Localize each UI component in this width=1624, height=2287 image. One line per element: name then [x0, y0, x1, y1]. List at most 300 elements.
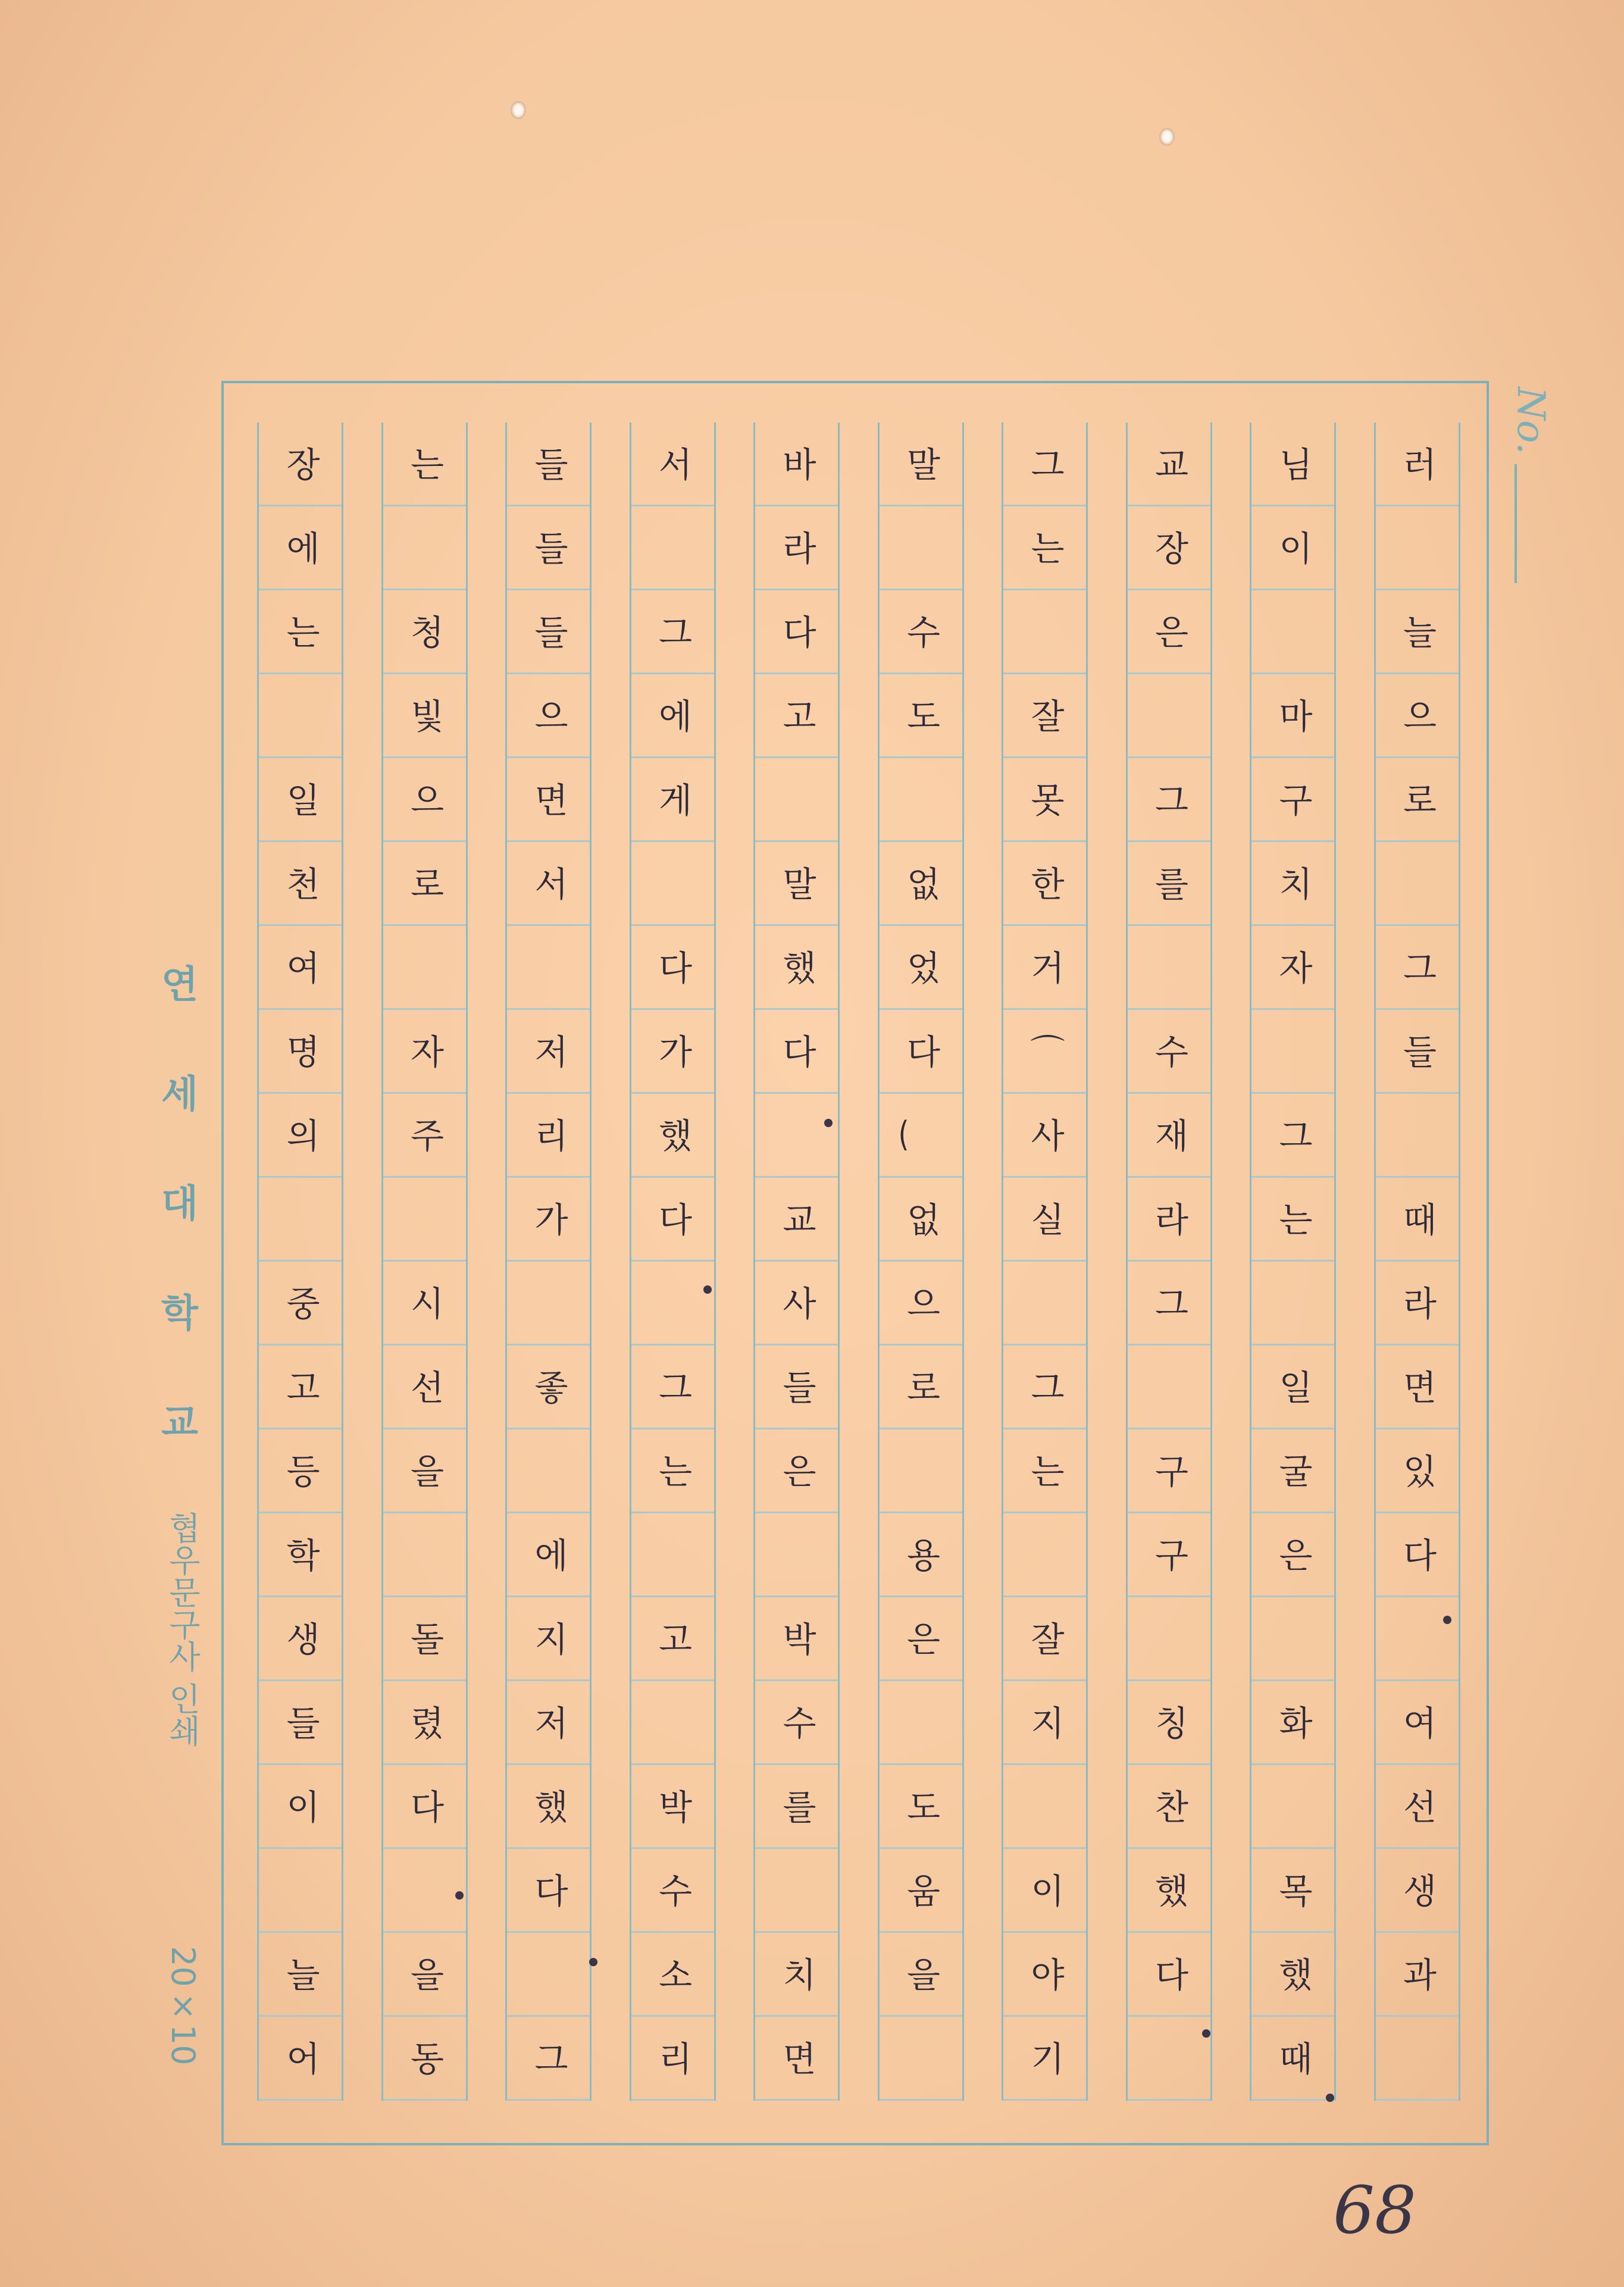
grid-cell [1128, 674, 1210, 758]
grid-cell [755, 2017, 838, 2101]
grid-cell [507, 1513, 590, 1597]
handwritten-character: 수 [1149, 1034, 1189, 1068]
grid-cell [507, 423, 590, 506]
grid-cell [755, 1429, 838, 1513]
handwritten-character: 들 [776, 1369, 817, 1404]
ink-dot [1202, 2029, 1210, 2038]
grid-cell [507, 1262, 590, 1346]
handwritten-character: 으 [528, 698, 569, 733]
grid-cell [507, 1346, 590, 1429]
ink-dot [589, 1958, 597, 1966]
ink-dot [1326, 2094, 1334, 2102]
grid-cell [383, 674, 466, 758]
grid-cell [631, 590, 714, 674]
grid-cell [1128, 1597, 1210, 1681]
handwritten-character: 일 [1272, 1369, 1313, 1404]
handwritten-character: 서 [652, 446, 693, 481]
number-label: No. [1509, 387, 1553, 455]
grid-cell [259, 1513, 342, 1597]
grid-cell [1376, 1262, 1459, 1346]
grid-cell [755, 1681, 838, 1765]
grid-cell [1003, 1010, 1086, 1094]
grid-cell [1251, 1010, 1334, 1094]
grid-cell [383, 1765, 466, 1849]
grid-cell [631, 1094, 714, 1178]
handwritten-character: 기 [1024, 2041, 1065, 2075]
handwritten-character: 고 [652, 1621, 693, 1656]
handwritten-character: 가 [652, 1034, 693, 1068]
grid-cell [1251, 423, 1334, 506]
grid-cell [880, 1681, 962, 1765]
grid-cell [507, 1094, 590, 1178]
handwritten-character: 이 [1024, 1873, 1065, 1907]
grid-cell [1376, 1933, 1459, 2017]
grid-cell [1128, 1765, 1210, 1849]
handwritten-character: 면 [528, 782, 569, 816]
grid-cell [1128, 842, 1210, 926]
grid-cell [383, 1346, 466, 1429]
handwritten-character: 선 [404, 1369, 445, 1404]
grid-cell [259, 1933, 342, 2017]
grid-cell [1003, 758, 1086, 842]
paper-size-imprint: 20×10 [164, 1946, 202, 2066]
grid-cell [383, 1849, 466, 1933]
grid-cell [383, 758, 466, 842]
grid-cell [259, 1094, 342, 1178]
handwritten-character: 그 [1272, 1118, 1313, 1152]
grid-cell [631, 758, 714, 842]
grid-cell [631, 423, 714, 506]
handwritten-character: 다 [1149, 1957, 1189, 1991]
grid-cell [1376, 674, 1459, 758]
grid-cell [507, 1849, 590, 1933]
handwritten-character: 박 [776, 1621, 817, 1656]
handwritten-character: 도 [900, 1789, 941, 1823]
grid-cell [1376, 506, 1459, 590]
grid-cell [1128, 590, 1210, 674]
handwritten-character: 빛 [404, 698, 445, 733]
grid-cell [880, 1178, 962, 1262]
handwritten-character: 다 [528, 1873, 569, 1907]
handwritten-character: 에 [280, 530, 321, 565]
handwritten-character: 교 [1149, 446, 1189, 481]
handwritten-character: 과 [1397, 1957, 1437, 1991]
grid-cell [755, 1010, 838, 1094]
grid-cell [1003, 1513, 1086, 1597]
handwritten-character: ‿ [900, 1121, 941, 1149]
handwritten-character: 에 [652, 698, 693, 733]
grid-cell [1376, 1346, 1459, 1429]
grid-cell [880, 1597, 962, 1681]
handwritten-character: 가 [528, 1202, 569, 1236]
grid-cell [880, 1513, 962, 1597]
grid-cell [259, 842, 342, 926]
grid-cell [259, 1849, 342, 1933]
handwritten-character: 마 [1272, 698, 1313, 733]
grid-cell [1376, 1513, 1459, 1597]
handwritten-character: 로 [1397, 782, 1437, 816]
grid-cell [507, 926, 590, 1010]
handwritten-character: 때 [1397, 1202, 1437, 1236]
grid-cell [1376, 1094, 1459, 1178]
handwritten-character: 여 [1397, 1705, 1437, 1740]
handwritten-character: 수 [900, 614, 941, 649]
handwritten-character: 의 [280, 1118, 321, 1152]
handwritten-character: 그 [1149, 782, 1189, 816]
handwritten-character: 들 [528, 530, 569, 565]
grid-cell [259, 1262, 342, 1346]
handwritten-character: 다 [776, 1034, 817, 1068]
handwritten-character: 목 [1272, 1873, 1313, 1907]
handwritten-character: 은 [900, 1621, 941, 1656]
grid-cell [880, 1849, 962, 1933]
grid-cell [1003, 842, 1086, 926]
handwritten-character: 을 [900, 1957, 941, 1991]
handwritten-character: 일 [280, 782, 321, 816]
handwritten-character: 치 [1272, 866, 1313, 900]
handwritten-character: 때 [1272, 2041, 1313, 2075]
grid-cell [1376, 590, 1459, 674]
handwritten-character: 돌 [404, 1621, 445, 1656]
grid-cell [1376, 2017, 1459, 2101]
grid-cell [631, 1681, 714, 1765]
grid-cell [1376, 1765, 1459, 1849]
grid-cell [880, 1010, 962, 1094]
grid-cell [259, 758, 342, 842]
handwritten-character: 그 [1024, 446, 1065, 481]
handwritten-character: 했 [776, 950, 817, 984]
handwritten-character: 천 [280, 866, 321, 900]
handwritten-character: 화 [1272, 1705, 1313, 1740]
handwritten-character: 을 [404, 1453, 445, 1488]
grid-cell [1003, 1849, 1086, 1933]
grid-cell [383, 1178, 466, 1262]
handwritten-character: 지 [528, 1621, 569, 1656]
grid-cell [507, 1178, 590, 1262]
handwritten-character: 칭 [1149, 1705, 1189, 1740]
grid-cell [1376, 842, 1459, 926]
handwritten-character: 게 [652, 782, 693, 816]
grid-cell [383, 1597, 466, 1681]
grid-cell [1251, 674, 1334, 758]
handwritten-character: 했 [652, 1118, 693, 1152]
grid-cell [1128, 1429, 1210, 1513]
grid-cell [383, 1094, 466, 1178]
grid-cell [1003, 590, 1086, 674]
grid-cell [1003, 1429, 1086, 1513]
grid-cell [1376, 1597, 1459, 1681]
grid-cell [507, 842, 590, 926]
grid-cell [880, 423, 962, 506]
grid-cell [1128, 1094, 1210, 1178]
handwritten-character: 용 [900, 1537, 941, 1572]
grid-cell [1003, 1765, 1086, 1849]
handwritten-character: 장 [1149, 530, 1189, 565]
handwritten-character: 라 [1149, 1202, 1189, 1236]
grid-cell [259, 423, 342, 506]
grid-cell [755, 590, 838, 674]
grid-cell [631, 674, 714, 758]
grid-cell [259, 1765, 342, 1849]
grid-cell [880, 674, 962, 758]
grid-cell [755, 506, 838, 590]
grid-cell [1003, 1933, 1086, 2017]
grid-cell [880, 842, 962, 926]
handwritten-character: 은 [1272, 1537, 1313, 1572]
handwritten-character: 좋 [528, 1369, 569, 1404]
handwritten-character: 그 [1397, 950, 1437, 984]
grid-cell [631, 2017, 714, 2101]
handwritten-character: 으 [1397, 698, 1437, 733]
manuscript-column [878, 423, 964, 2101]
handwritten-character: 서 [528, 866, 569, 900]
handwritten-character: 구 [1149, 1537, 1189, 1572]
handwritten-character: 생 [280, 1621, 321, 1656]
handwritten-character: 을 [404, 1957, 445, 1991]
grid-cell [631, 1513, 714, 1597]
handwritten-character: 로 [900, 1369, 941, 1404]
grid-cell [755, 1094, 838, 1178]
grid-cell [631, 1765, 714, 1849]
grid-cell [755, 1597, 838, 1681]
handwritten-character: 움 [900, 1873, 941, 1907]
handwritten-character: 중 [280, 1285, 321, 1320]
grid-cell [507, 1681, 590, 1765]
grid-cell [631, 1262, 714, 1346]
handwritten-character: 했 [1149, 1873, 1189, 1907]
handwritten-character: 로 [404, 866, 445, 900]
handwritten-character: 그 [528, 2041, 569, 2075]
grid-cell [1251, 506, 1334, 590]
handwritten-character: 들 [528, 614, 569, 649]
handwritten-character: 수 [652, 1873, 693, 1907]
grid-cell [1128, 1513, 1210, 1597]
handwritten-character: 있 [1397, 1453, 1437, 1488]
grid-cell [1376, 758, 1459, 842]
grid-cell [1251, 590, 1334, 674]
handwritten-character: 은 [1149, 614, 1189, 649]
grid-cell [631, 1933, 714, 2017]
handwritten-character: 고 [776, 698, 817, 733]
punch-hole [1159, 128, 1175, 146]
grid-cell [507, 590, 590, 674]
grid-cell [1128, 423, 1210, 506]
page-number: 68 [1333, 2172, 1416, 2248]
grid-cell [259, 2017, 342, 2101]
manuscript-column [630, 423, 716, 2101]
grid-cell [383, 1010, 466, 1094]
handwritten-character: 고 [280, 1369, 321, 1404]
handwritten-character: 구 [1149, 1453, 1189, 1488]
grid-cell [383, 1513, 466, 1597]
grid-cell [383, 926, 466, 1010]
grid-cell [259, 590, 342, 674]
handwritten-character: 그 [1149, 1285, 1189, 1320]
handwritten-character: 못 [1024, 782, 1065, 816]
handwritten-character: 청 [404, 614, 445, 649]
grid-cell [1128, 1346, 1210, 1429]
grid-cell [755, 1933, 838, 2017]
grid-cell [1251, 1429, 1334, 1513]
manuscript-column [257, 423, 343, 2101]
handwritten-character: 늘 [280, 1957, 321, 1991]
grid-cell [259, 1597, 342, 1681]
handwritten-character: 님 [1272, 446, 1313, 481]
grid-cell [1251, 842, 1334, 926]
grid-cell [1251, 1513, 1334, 1597]
handwritten-character: 실 [1024, 1202, 1065, 1236]
grid-cell [1251, 1262, 1334, 1346]
handwritten-character: 굴 [1272, 1453, 1313, 1488]
handwritten-character: 명 [280, 1034, 321, 1068]
grid-cell [1128, 506, 1210, 590]
grid-cell [507, 2017, 590, 2101]
handwritten-character: 여 [280, 950, 321, 984]
handwritten-character: 박 [652, 1789, 693, 1823]
grid-cell [1003, 1094, 1086, 1178]
grid-cell [755, 926, 838, 1010]
handwritten-character: 는 [652, 1453, 693, 1488]
handwritten-character: 거 [1024, 950, 1065, 984]
grid-cell [259, 1178, 342, 1262]
grid-cell [755, 758, 838, 842]
grid-cell [383, 2017, 466, 2101]
handwritten-character: 저 [528, 1705, 569, 1740]
grid-cell [1128, 1178, 1210, 1262]
manuscript-column [1374, 423, 1460, 2101]
handwritten-character: 었 [900, 950, 941, 984]
handwritten-character: 는 [1024, 530, 1065, 565]
grid-cell [1003, 1346, 1086, 1429]
grid-cell [1128, 1681, 1210, 1765]
grid-cell [1003, 423, 1086, 506]
handwritten-character: 으 [404, 782, 445, 816]
handwritten-character: 다 [652, 950, 693, 984]
grid-cell [631, 1178, 714, 1262]
grid-cell [1128, 758, 1210, 842]
handwritten-character: 도 [900, 698, 941, 733]
handwritten-character: 사 [776, 1285, 817, 1320]
handwritten-character: 다 [776, 614, 817, 649]
punch-hole [511, 101, 526, 119]
grid-cell [631, 1429, 714, 1513]
handwritten-character: 에 [528, 1537, 569, 1572]
handwritten-character: 를 [1149, 866, 1189, 900]
grid-cell [631, 1849, 714, 1933]
manuscript-column [505, 423, 592, 2101]
grid-cell [1003, 2017, 1086, 2101]
handwritten-character: 학 [280, 1537, 321, 1572]
ink-dot [1443, 1616, 1451, 1624]
ink-dot [455, 1891, 464, 1900]
grid-cell [631, 926, 714, 1010]
grid-cell [880, 1429, 962, 1513]
grid-cell [1128, 1849, 1210, 1933]
handwritten-character: 한 [1024, 866, 1065, 900]
handwritten-character: 잘 [1024, 1621, 1065, 1656]
grid-cell [755, 842, 838, 926]
handwritten-character: 치 [776, 1957, 817, 1991]
grid-cell [880, 1262, 962, 1346]
handwritten-character: 지 [1024, 1705, 1065, 1740]
handwritten-character: 수 [776, 1705, 817, 1740]
grid-cell [1003, 1681, 1086, 1765]
handwritten-character: 했 [528, 1789, 569, 1823]
handwritten-character: 렸 [404, 1705, 445, 1740]
handwritten-character: 들 [280, 1705, 321, 1740]
handwritten-character: 말 [776, 866, 817, 900]
grid-cell [259, 674, 342, 758]
grid-cell [383, 842, 466, 926]
handwritten-character: 재 [1149, 1118, 1189, 1152]
handwritten-character: 리 [652, 2041, 693, 2075]
handwritten-character: 다 [652, 1202, 693, 1236]
handwritten-character: 시 [404, 1285, 445, 1320]
grid-cell [880, 506, 962, 590]
handwritten-character: 장 [280, 446, 321, 481]
grid-cell [1376, 1429, 1459, 1513]
handwritten-character: 이 [280, 1789, 321, 1823]
grid-cell [1251, 758, 1334, 842]
handwritten-character: 찬 [1149, 1789, 1189, 1823]
grid-cell [631, 842, 714, 926]
grid-cell [259, 1010, 342, 1094]
grid-cell [1003, 926, 1086, 1010]
grid-cell [383, 423, 466, 506]
grid-cell [880, 1094, 962, 1178]
handwritten-character: 자 [404, 1034, 445, 1068]
handwritten-character: 생 [1397, 1873, 1437, 1907]
handwritten-character: 저 [528, 1034, 569, 1068]
grid-cell [507, 1010, 590, 1094]
handwritten-character: 등 [280, 1453, 321, 1488]
grid-cell [1251, 926, 1334, 1010]
grid-cell [880, 2017, 962, 2101]
grid-cell [631, 1010, 714, 1094]
handwritten-character: 선 [1397, 1789, 1437, 1823]
grid-cell [507, 758, 590, 842]
grid-cell [1003, 1178, 1086, 1262]
printer-imprint: 협우문구사 인쇄 [164, 1512, 201, 1747]
handwritten-character: 는 [1024, 1453, 1065, 1488]
handwritten-character: 라 [776, 530, 817, 565]
grid-cell [383, 1933, 466, 2017]
grid-cell [507, 1765, 590, 1849]
grid-cell [755, 1178, 838, 1262]
handwritten-character: 는 [280, 614, 321, 649]
manuscript-column [753, 423, 840, 2101]
grid-cell [1003, 1262, 1086, 1346]
grid-cell [1128, 2017, 1210, 2101]
grid-cell [383, 1262, 466, 1346]
handwritten-character: 들 [1397, 1034, 1437, 1068]
grid-cell [1128, 1933, 1210, 2017]
grid-cell [259, 506, 342, 590]
grid-cell [1251, 1178, 1334, 1262]
grid-cell [1251, 2017, 1334, 2101]
grid-cell [259, 1681, 342, 1765]
handwritten-character: 동 [404, 2041, 445, 2075]
handwritten-character: 라 [1397, 1285, 1437, 1320]
handwritten-character: 들 [528, 446, 569, 481]
grid-cell [755, 674, 838, 758]
handwritten-character: 다 [404, 1789, 445, 1823]
grid-cell [259, 1346, 342, 1429]
manuscript-column [1002, 423, 1088, 2101]
grid-cell [631, 1346, 714, 1429]
grid-cell [1376, 1849, 1459, 1933]
grid-cell [631, 1597, 714, 1681]
